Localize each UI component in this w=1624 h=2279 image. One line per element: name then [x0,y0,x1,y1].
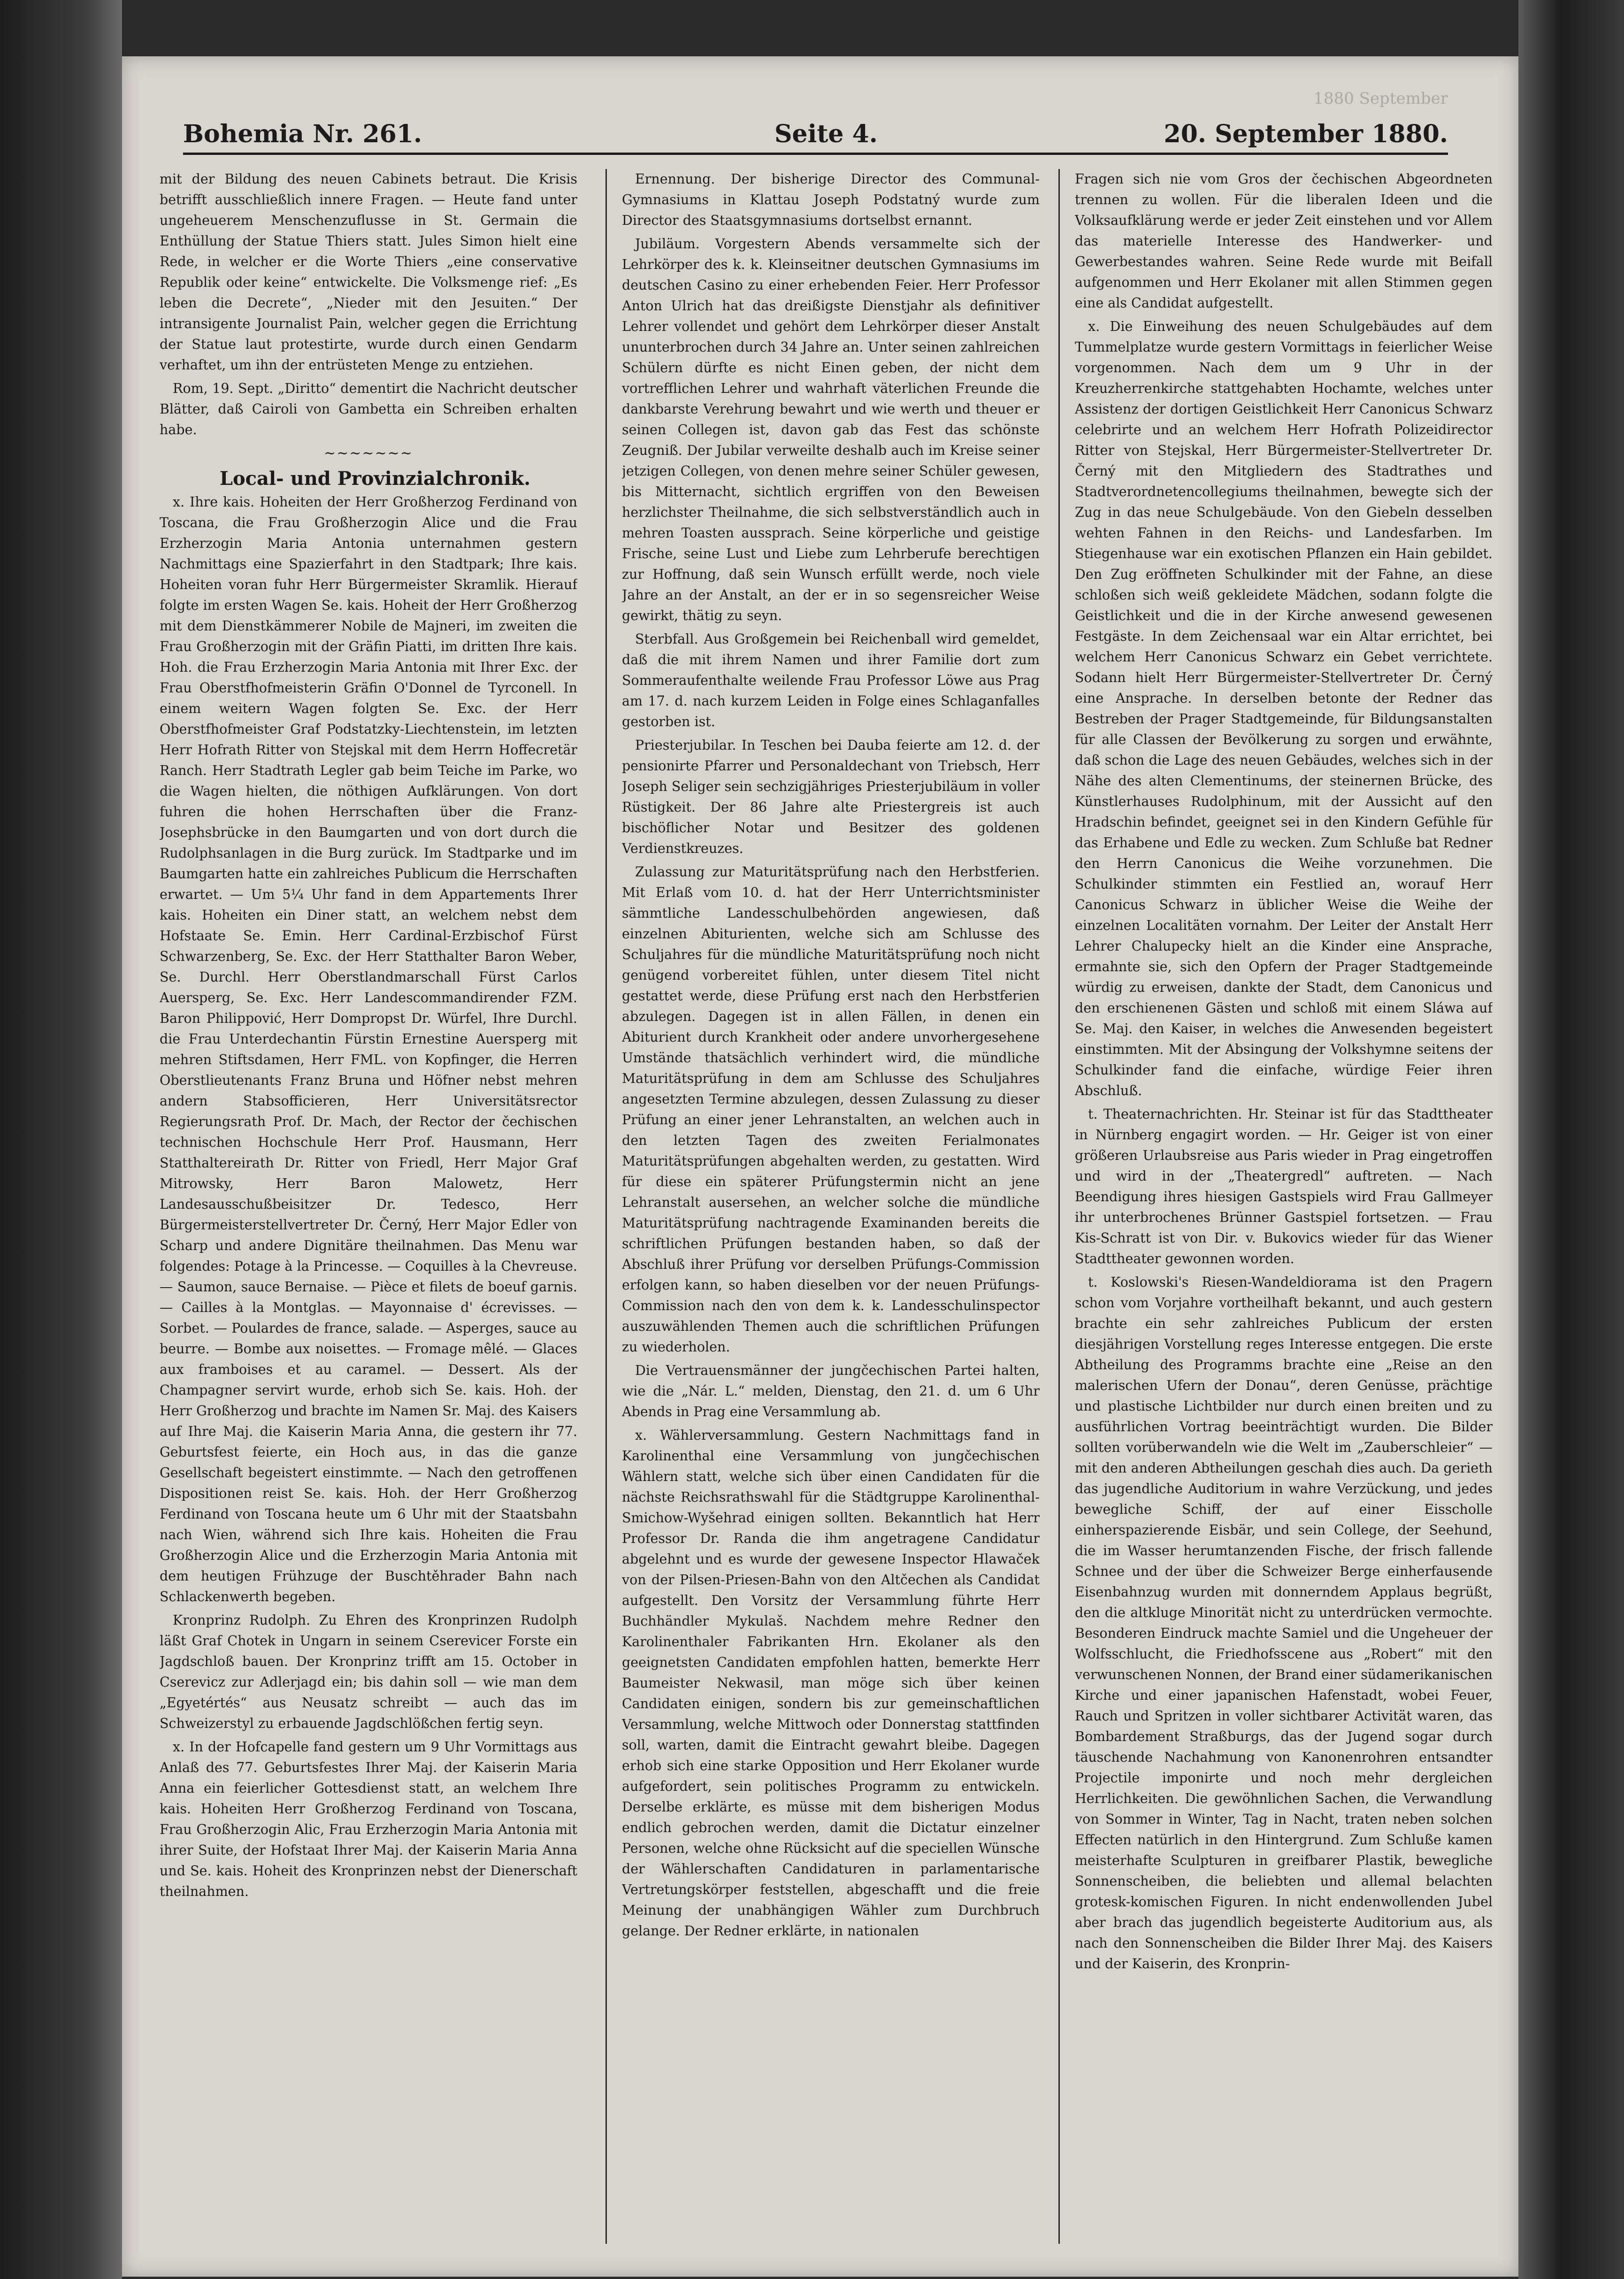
column-3 [1075,169,1493,2244]
article-paragraph: t. Theaternachrichten. Hr. Steinar ist für das Stadttheater in Nürnberg engagirt worden. — Hr. Geiger ist von einer größeren Urlaubsreise aus Paris wieder in Prag eingetroffen und wird in der „Theatergredl“ auftreten. — Nach Beendigung ihres hiesigen Gastspiels wird Frau Gallmeyer ihr unterbrochenes Brünner Gastspiel fortsetzen. — Frau Kis-Schratt ist von Dir. v. Bukovics wieder für das Wiener Stadttheater gewonnen worden. [1075,1106,1493,1266]
page-edge [1518,0,1624,2279]
newspaper-page [122,56,1518,2277]
masthead-issue: Bohemia Nr. 261. [183,120,422,148]
bleed-through-text: 1880 September [1313,89,1448,108]
article-paragraph: t. Koslowski's Riesen-Wandeldiorama ist den Pragern schon vom Vorjahre vortheilhaft bekannt, und auch gestern brachte ein sehr zahlreiches Publicum der ersten diesjährigen Vorstellung reges Interesse entgegen. Die erste Abtheilung des Programms brachte eine „Reise an den malerischen Ufern der Donau“, deren Genüsse, prächtige und plastische Lichtbilder nur durch einen breiten und zu ausführlichen Vortrag beeinträchtigt wurden. Die Bilder sollten vorüberwandeln wie die Welt im „Zauberschleier“ — mit den anderen Abtheilungen geschah dies auch. Da gerieth das jugendliche Auditorium in wahre Verzückung, und jedes bewegliche Schiff, der auf einer Eisscholle einherspazierende Eisbär, und sein College, der Seehund, die im Wasser herumtanzenden Fische, der frisch fallende Schnee und der über die Schweizer Berge einherfausende Eisenbahnzug wurden mit donnerndem Applaus begrüßt, den die altkluge Minorität nicht zu unterdrücken vermochte. Besonderen Eindruck machte Samiel und die Ungeheuer der Wolfsschlucht, die Friedhofsscene aus „Robert“ mit den verwunschenen Nonnen, der Brand einer südamerikanischen Kirche und einer japanischen Hafenstadt, wobei Feuer, Rauch und Spritzen in voller sichtbarer Activität waren, das Bombardement Straßburgs, das der Jugend sogar durch täuschende Nachahmung von Kanonenrohren entsandter Projectile imponirte und noch mehr dergleichen Herrlichkeiten. Die gewöhnlichen Sachen, die Verwandlung von Sommer in Winter, Tag in Nacht, traten neben solchen Effecten natürlich in den Hintergrund. Zum Schluße kamen meisterhafte Sculpturen in greifbarer Plastik, bewegliche Sonnenscheiben, die beliebten und allemal belachten grotesk-komischen Figuren. In nicht endenwollenden Jubel aber brach das jugendlich begeisterte Auditorium aus, als nach den Sonnenscheiben die Bilder Ihrer Maj. des Kaisers und der Kaiserin, des Kronprin- [1075,1274,1493,1972]
book-binding [0,0,122,2279]
article-paragraph: Sterbfall. Aus Großgemein bei Reichenball wird gemeldet, daß die mit ihrem Namen und ihrer Familie dort zum Sommeraufenthalte weilende Frau Professor Löwe aus Prag am 17. d. nach kurzem Leiden in Folge eines Schlaganfalles gestorben ist. [622,631,1040,729]
column-divider [1058,169,1060,2244]
column-2 [622,169,1040,2244]
page-number: Seite 4. [774,120,878,148]
article-paragraph: Jubiläum. Vorgestern Abends versammelte sich der Lehrkörper des k. k. Kleinseitner deutschen Gymnasiums im deutschen Casino zu einer erhebenden Feier. Herr Professor Anton Ulrich hat das dreißigste Dienstjahr als definitiver Lehrer vollendet und gehört dem Lehrkörper dieser Anstalt ununterbrochen durch 34 Jahre an. Unter seinen zahlreichen Schülern dürfte es nicht Einen geben, der nicht dem vortrefflichen Lehrer und wahrhaft väterlichen Freunde die dankbarste Verehrung bewahrt und wie werth und theuer er seinen Collegen ist, davon gab das Fest das schönste Zeugniß. Der Jubilar verweilte deshalb auch im Kreise seiner jetzigen Collegen, von denen mehre seiner Schüler gewesen, bis Mitternacht, sichtlich ergriffen von den Beweisen herzlichster Theilnahme, die sich selbstverständlich auch in mehren Toasten aussprach. Seine körperliche und geistige Frische, seine Lust und Liebe zum Lehrberufe berechtigen zur Hoffnung, daß sein Wunsch erfüllt werde, noch viele Jahre an der Anstalt, an der er in so segensreicher Weise gewirkt, thätig zu seyn. [622,236,1040,623]
issue-date: 20. September 1880. [1164,120,1448,148]
article-paragraph: Rom, 19. Sept. „Diritto“ dementirt die Nachricht deutscher Blätter, daß Cairoli von Gambetta ein Schreiben erhalten habe. [160,381,577,437]
article-paragraph: Zulassung zur Maturitätsprüfung nach den Herbstferien. Mit Erlaß vom 10. d. hat der Herr Unterrichtsminister sämmtliche Landesschulbehörden angewiesen, daß einzelnen Abiturienten, welche sich am Schlusse des Schuljahres für die mündliche Maturitätsprüfung noch nicht genügend vorbereitet fühlen, unter diesem Titel nicht gestattet werde, diese Prüfung erst nach den Herbstferien abzulegen. Dagegen ist in allen Fällen, in denen ein Abiturient durch Krankheit oder andere unvorhergesehene Umstände thatsächlich verhindert wird, die mündliche Maturitätsprüfung in dem am Schlusse des Schuljahres angesetzten Termine abzulegen, dessen Zulassung zu dieser Prüfung an einer jener Lehranstalten, an welchen auch in den letzten Tagen des zweiten Ferialmonates Maturitätsprüfungen abgehalten werden, zu gestatten. Wird für diese ein späterer Prüfungstermin nicht an jene Lehranstalt ausersehen, an welcher solche die mündliche Maturitätsprüfung nachtragende Examinanden bereits die schriftlichen Prüfungen bestanden haben, so daß der Abschluß ihrer Prüfung vor derselben Prüfungs-Commission erfolgen kann, so haben dieselben vor der neuen Prüfungs-Commission nach den von dem k. k. Landesschulinspector auszuwählenden Themen auch die schriftlichen Prüfungen zu wiederholen. [622,864,1040,1355]
article-paragraph: x. Wählerversammlung. Gestern Nachmittags fand in Karolinenthal eine Versammlung von jungčechischen Wählern statt, welche sich über einen Candidaten für die nächste Reichsrathswahl für die Städtgruppe Karolinenthal-Smichow-Wyšehrad einigen sollten. Bekanntlich hat Herr Professor Dr. Randa die ihm angetragene Candidatur abgelehnt und es wurde der gewesene Inspector Hlawaček von der Pilsen-Priesen-Bahn von den Altčechen als Candidat aufgestellt. Den Vorsitz der Versammlung führte Herr Buchhändler Mykulaš. Nachdem mehre Redner den Karolinenthaler Fabrikanten Hrn. Ekolaner als den geeignetsten Candidaten empfohlen hatten, bemerkte Herr Baumeister Nekwasil, man möge sich über keinen Candidaten einigen, sondern bis zur gemeinschaftlichen Versammlung, welche Mittwoch oder Donnerstag stattfinden soll, warten, damit die Eintracht gewahrt bleibe. Dagegen erhob sich eine starke Opposition und Herr Ekolaner wurde aufgefordert, sein politisches Programm zu entwickeln. Derselbe erklärte, es müsse mit dem bisherigen Modus endlich gebrochen werden, damit die Dictatur einzelner Personen, welche ohne Rücksicht auf die speciellen Wünsche der Wählerschaften Candidaturen in parlamentarische Vertretungskörper feststellen, abgeschafft und die freie Meinung der unabhängigen Wähler zum Durchbruch gelange. Der Redner erklärte, in nationalen [622,1427,1040,1939]
article-paragraph: Fragen sich nie vom Gros der čechischen Abgeordneten trennen zu wollen. Für die liberalen Ideen und die Volksaufklärung werde er jeder Zeit einstehen und vor Allem das materielle Interesse des Handwerker- und Gewerbestandes wahren. Seine Rede wurde mit Beifall aufgenommen und Herr Ekolaner mit allen Stimmen gegen eine als Candidat aufgestellt. [1075,171,1493,311]
column-1 [160,169,577,2244]
page-header [183,115,1448,155]
article-paragraph: Kronprinz Rudolph. Zu Ehren des Kronprinzen Rudolph läßt Graf Chotek in Ungarn in seinem Cserevicer Forste ein Jagdschloß bauen. Der Kronprinz trifft am 15. October in Cserevicz zur Adlerjagd ein; bis dahin soll — wie man dem „Egyetértés“ aus Neusatz schreibt — auch das im Schweizerstyl zu erbauende Jagdschlößchen fertig seyn. [160,1612,577,1731]
article-paragraph: Ernennung. Der bisherige Director des Communal-Gymnasiums in Klattau Joseph Podstatný wurde zum Director des Staatsgymnasiums dortselbst ernannt. [622,171,1040,228]
article-paragraph: mit der Bildung des neuen Cabinets betraut. Die Krisis betrifft ausschließlich innere Fragen. — Heute fand unter ungeheuerem Menschenzuflusse in St. Germain die Enthüllung der Statue Thiers statt. Jules Simon hielt eine Rede, in welcher er die Worte Thiers „eine conservative Republik oder keine“ entwickelte. Die Volksmenge rief: „Es leben die Decrete“, „Nieder mit den Jesuiten.“ Der intransigente Journalist Pain, welcher gegen die Errichtung der Statue laut protestirte, wurde durch einen Gendarm verhaftet, um ihn der entrüsteten Menge zu entziehen. [160,171,577,373]
section-title: Local- und Provinzialchronik. [219,468,531,490]
ornament-divider: ~~~~~~~ [324,445,413,461]
article-paragraph: x. Ihre kais. Hoheiten der Herr Großherzog Ferdinand von Toscana, die Frau Großherzogin Alice und die Frau Erzherzogin Maria Antonia unternahmen gestern Nachmittags eine Spazierfahrt in den Stadtpark; Ihre kais. Hoheiten voran fuhr Herr Bürgermeister Skramlik. Hierauf folgte im ersten Wagen Se. kais. Hoheit der Herr Großherzog mit dem Dienstkämmerer Nobile de Majneri, im zweiten die Frau Großherzogin mit der Gräfin Piatti, im dritten Ihre kais. Hoh. die Frau Erzherzogin Maria Antonia mit Ihrer Exc. der Frau Oberstfhofmeisterin Gräfin O'Donnel de Tyrconell. In einem weitern Wagen folgten Se. Exc. der Herr Oberstfhofmeister Graf Podstatzky-Liechtenstein, im letzten Herr Hofrath Ritter von Stejskal mit dem Herrn Hoffecretär Ranch. Herr Stadtrath Legler gab beim Teiche im Parke, wo die Wagen hielten, die nöthigen Aufklärungen. Von dort fuhren die hohen Herrschaften über die Franz-Josephsbrücke in den Baumgarten und von dort durch die Rudolphsanlagen in die Burg zurück. Im Stadtparke und im Baumgarten hatte ein zahlreiches Publicum die Herrschaften erwartet. — Um 5¼ Uhr fand in dem Appartements Ihrer kais. Hoheiten ein Diner statt, an welchem nebst dem Hofstaate Se. Emin. Herr Cardinal-Erzbischof Fürst Schwarzenberg, Se. Exc. der Herr Statthalter Baron Weber, Se. Durchl. Herr Oberstlandmarschall Fürst Carlos Auersperg, Se. Exc. Herr Landescommandirender FZM. Baron Philippović, Herr Dompropst Dr. Würfel, Ihre Durchl. die Frau Unterdechantin Fürstin Ernestine Auersperg mit mehren Stiftsdamen, Herr FML. von Kopfinger, die Herren Oberstlieutenants Franz Bruna und Höfner nebst mehren andern Stabsofficieren, Herr Universitätsrector Regierungsrath Prof. Dr. Mach, der Rector der čechischen technischen Hochschule Herr Prof. Hausmann, Herr Statthaltereirath Dr. Ritter von Friedl, Herr Major Graf Mitrowsky, Herr Baron Malowetz, Herr Landesausschußbeisitzer Dr. Tedesco, Herr Bürgermeisterstellvertreter Dr. Černý, Herr Major Edler von Scharp und andere Dignitäre theilnahmen. Das Menu war folgendes: Potage à la Princesse. — Coquilles à la Chevreuse. — Saumon, sauce Bernaise. — Pièce et filets de boeuf garnis. — Cailles à la Montglas. — Mayonnaise d' écrevisses. — Sorbet. — Poulardes de france, salade. — Asperges, sauce au beurre. — Bombe aux noisettes. — Fromage mêlé. — Glaces aux framboises et au caramel. — Dessert. Als der Champagner servirt wurde, erhob sich Se. kais. Hoh. der Herr Großherzog und brachte im Namen Sr. Maj. des Kaisers auf Ihre Maj. die Kaiserin Maria Anna, die gestern ihr 77. Geburtsfest feierte, ein Hoch aus, in das die ganze Gesellschaft begeistert einstimmte. — Nach den getroffenen Dispositionen reist Se. kais. Hoh. der Herr Großherzog Ferdinand von Toscana heute um 6 Uhr mit der Staatsbahn nach Wien, während sich Ihre kais. Hoheiten die Frau Großherzogin Alice und die Erzherzogin Maria Antonia mit dem heutigen Frühzuge der Buschtěhrader Bahn nach Schlackenwerth begeben. [160,494,577,1604]
column-divider [605,169,607,2244]
article-paragraph: Die Vertrauensmänner der jungčechischen Partei halten, wie die „Nár. L.“ melden, Dienstag, den 21. d. um 6 Uhr Abends in Prag eine Versammlung ab. [622,1363,1040,1420]
article-paragraph: x. In der Hofcapelle fand gestern um 9 Uhr Vormittags aus Anlaß des 77. Geburtsfestes Ihrer Maj. der Kaiserin Maria Anna ein feierlicher Gottesdienst statt, an welchem Ihre kais. Hoheiten Herr Großherzog Ferdinand von Toscana, Frau Großherzogin Alic, Frau Erzherzogin Maria Antonia mit ihrer Suite, der Hofstaat Ihrer Maj. der Kaiserin Maria Anna und Se. kais. Hoheit des Kronprinzen nebst der Dienerschaft theilnahmen. [160,1739,577,1899]
article-paragraph: x. Die Einweihung des neuen Schulgebäudes auf dem Tummelplatze wurde gestern Vormittags in feierlicher Weise vorgenommen. Nach dem um 9 Uhr in der Kreuzherrenkirche stattgehabten Hochamte, welches unter Assistenz der dortigen Geistlichkeit Herr Canonicus Schwarz celebrirte und an welchem Herr Hofrath Polizeidirector Ritter von Stejskal, Herr Bürgermeister-Stellvertreter Dr. Černý mit den Mitgliedern des Stadtrathes und Stadtverordnetencollegiums theilnahmen, bewegte sich der Zug in das neue Schulgebäude. Von den Giebeln desselben wehten Fahnen in den Reichs- und Landesfarben. Im Stiegenhause war ein exotischen Pflanzen ein Hain gebildet. Den Zug eröffneten Schulkinder mit der Fahne, an diese schloßen sich weiß gekleidete Mädchen, sodann folgte die Geistlichkeit und die in der Kirche anwesend gewesenen Festgäste. In dem Zeichensaal war ein Altar errichtet, bei welchem Herr Canonicus Schwarz ein Gebet verrichtete. Sodann hielt Herr Bürgermeister-Stellvertreter Dr. Černý eine Ansprache. In derselben betonte der Redner das Bestreben der Prager Stadtgemeinde, für Bildungsanstalten für alle Classen der Bevölkerung zu sorgen und erwähnte, daß schon die Lage des neuen Gebäudes, welches sich in der Nähe des alten Clementinums, der steinernen Brücke, des Künstlerhauses Rudolphinum, mit der Aussicht auf den Hradschin befindet, geeignet sei in den Kindern Gefühle für das Erhabene und Edle zu wecken. Zum Schluße bat Redner den Herrn Canonicus die Weihe vorzunehmen. Die Schulkinder stimmten ein Festlied an, worauf Herr Canonicus Schwarz in üblicher Weise die Weihe der einzelnen Localitäten vornahm. Der Leiter der Anstalt Herr Lehrer Chalupecky hielt an die Kinder eine Ansprache, ermahnte sie, sich den Opfern der Prager Stadtgemeinde würdig zu erweisen, dankte der Stadt, dem Canonicus und den erschienenen Gästen und schloß mit einem Sláwa auf Se. Maj. den Kaiser, in welches die Anwesenden begeistert einstimmten. Mit der Absingung der Volkshymne seitens der Schulkinder fand die einfache, würdige Feier ihren Abschluß. [1075,319,1493,1098]
article-paragraph: Priesterjubilar. In Teschen bei Dauba feierte am 12. d. der pensionirte Pfarrer und Personaldechant von Triebsch, Herr Joseph Seliger sein sechzigjähriges Priesterjubiläum in voller Rüstigkeit. Der 86 Jahre alte Priestergreis ist auch bischöflicher Notar und Besitzer des goldenen Verdienstkreuzes. [622,737,1040,856]
